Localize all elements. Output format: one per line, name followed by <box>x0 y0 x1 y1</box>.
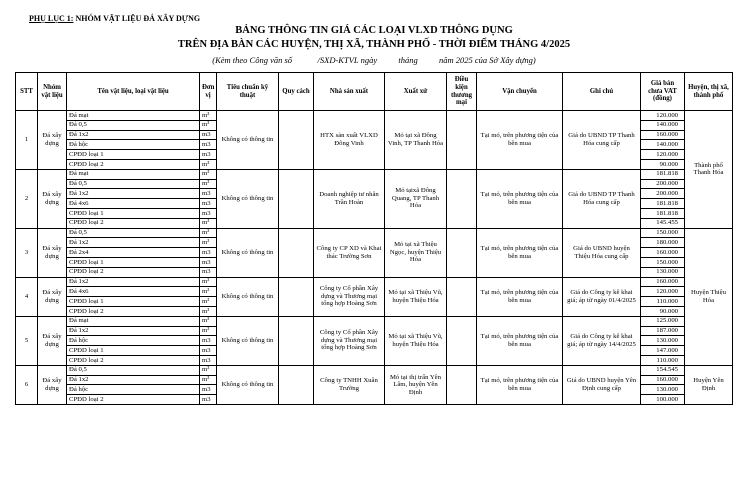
unit-cell: m3 <box>200 336 217 346</box>
stt-cell: 5 <box>16 316 38 365</box>
price-cell: 160.000 <box>641 277 685 287</box>
material-name-cell: Đá 1x2 <box>67 326 200 336</box>
price-cell: 110.000 <box>641 355 685 365</box>
unit-cell: m3 <box>200 199 217 209</box>
column-header: Ghi chú <box>563 73 641 111</box>
origin-cell: Mỏ tạixã Đông Quang, TP Thanh Hóa <box>385 169 447 228</box>
price-cell: 147.000 <box>641 346 685 356</box>
unit-cell: m³ <box>200 159 217 169</box>
price-cell: 120.000 <box>641 287 685 297</box>
material-name-cell: Đá 1x2 <box>67 375 200 385</box>
unit-cell: m³ <box>200 179 217 189</box>
material-name-cell: Đá mạt <box>67 111 200 121</box>
price-cell: 130.000 <box>641 267 685 277</box>
material-name-cell: CPĐD loại 2 <box>67 159 200 169</box>
producer-cell: Công ty Cổ phần Xây dựng và Thương mại tổng hợp Hoàng Sơn <box>314 316 385 365</box>
unit-cell: m³ <box>200 228 217 238</box>
material-name-cell: Đá 4x6 <box>67 287 200 297</box>
price-cell: 120.000 <box>641 150 685 160</box>
material-name-cell: Đá hộc <box>67 336 200 346</box>
price-cell: 145.455 <box>641 218 685 228</box>
spec-cell <box>279 277 314 316</box>
unit-cell: m³ <box>200 306 217 316</box>
material-name-cell: Đá 0,5 <box>67 365 200 375</box>
price-cell: 181.818 <box>641 208 685 218</box>
producer-cell: Công ty TNHH Xuân Trường <box>314 365 385 404</box>
column-header: Vận chuyển <box>477 73 563 111</box>
material-name-cell: Đá mạt <box>67 169 200 179</box>
column-header: Giá bán chưa VAT (đồng) <box>641 73 685 111</box>
unit-cell: m3 <box>200 257 217 267</box>
unit-cell: m3 <box>200 355 217 365</box>
unit-cell: m3 <box>200 189 217 199</box>
price-cell: 100.000 <box>641 395 685 405</box>
origin-cell: Mỏ tại thị trấn Yên Lâm, huyện Yên Định <box>385 365 447 404</box>
price-cell: 150.000 <box>641 257 685 267</box>
unit-cell: m3 <box>200 385 217 395</box>
unit-cell: m3 <box>200 130 217 140</box>
producer-cell: Công ty Cổ phần Xây dựng và Thương mại tổng hợp Hoàng Sơn <box>314 277 385 316</box>
transport-cell: Tại mỏ, trên phương tiện của bên mua <box>477 111 563 170</box>
subtitle-part-b: /SXD-KTVL ngày <box>317 55 378 65</box>
appendix-label <box>29 14 200 23</box>
table-row <box>16 111 733 121</box>
price-cell: 160.000 <box>641 248 685 258</box>
producer-cell: Công ty CP XD và Khai thác Trường Sơn <box>314 228 385 277</box>
price-cell: 181.818 <box>641 169 685 179</box>
note-cell: Giá do UBND TP Thanh Hóa cung cấp <box>563 111 641 170</box>
column-header: STT <box>16 73 38 111</box>
appendix-text: NHÓM VẬT LIỆU ĐÁ XÂY DỰNG <box>73 14 201 23</box>
note-cell: Giá do UBND huyện Yên Định cung cấp <box>563 365 641 404</box>
unit-cell: m³ <box>200 375 217 385</box>
unit-cell: m3 <box>200 395 217 405</box>
price-cell: 140.000 <box>641 140 685 150</box>
price-cell: 130.000 <box>641 385 685 395</box>
material-name-cell: Đá 1x2 <box>67 277 200 287</box>
origin-cell: Mỏ tại xã Đông Vinh, TP Thanh Hóa <box>385 111 447 170</box>
price-cell: 180.000 <box>641 238 685 248</box>
spec-cell <box>279 316 314 365</box>
area-cell: Huyện Yên Định <box>685 365 733 404</box>
standard-cell: Không có thông tin <box>217 277 279 316</box>
trade-terms-cell <box>447 316 477 365</box>
material-name-cell: CPĐD loại 1 <box>67 150 200 160</box>
material-name-cell: Đá 1x2 <box>67 130 200 140</box>
trade-terms-cell <box>447 111 477 170</box>
material-name-cell: Đá 1x2 <box>67 189 200 199</box>
producer-cell: HTX sản xuất VLXD Đông Vinh <box>314 111 385 170</box>
material-name-cell: Đá 0,5 <box>67 120 200 130</box>
unit-cell: m³ <box>200 316 217 326</box>
price-cell: 125.000 <box>641 316 685 326</box>
stt-cell: 1 <box>16 111 38 170</box>
trade-terms-cell <box>447 277 477 316</box>
unit-cell: m3 <box>200 140 217 150</box>
group-cell: Đá xây dựng <box>38 228 67 277</box>
standard-cell: Không có thông tin <box>217 169 279 228</box>
material-name-cell: Đá hộc <box>67 385 200 395</box>
table-header-row <box>16 73 733 111</box>
trade-terms-cell <box>447 228 477 277</box>
price-cell: 90.000 <box>641 306 685 316</box>
stt-cell: 4 <box>16 277 38 316</box>
document-subtitle <box>0 55 748 65</box>
area-cell: Huyện Thiệu Hóa <box>685 228 733 365</box>
unit-cell: m³ <box>200 218 217 228</box>
price-cell: 200.000 <box>641 179 685 189</box>
column-header: Huyện, thị xã, thành phố <box>685 73 733 111</box>
transport-cell: Tại mỏ, trên phương tiện của bên mua <box>477 316 563 365</box>
subtitle-part-c: tháng <box>398 55 418 65</box>
transport-cell: Tại mỏ, trên phương tiện của bên mua <box>477 277 563 316</box>
group-cell: Đá xây dựng <box>38 111 67 170</box>
unit-cell: m³ <box>200 297 217 307</box>
group-cell: Đá xây dựng <box>38 277 67 316</box>
price-cell: 110.000 <box>641 297 685 307</box>
unit-cell: m³ <box>200 169 217 179</box>
table-row <box>16 228 733 238</box>
origin-cell: Mỏ tại xã Thiệu Vũ, huyện Thiệu Hóa <box>385 277 447 316</box>
column-header: Quy cách <box>279 73 314 111</box>
unit-cell: m³ <box>200 277 217 287</box>
spec-cell <box>279 169 314 228</box>
material-name-cell: Đá 2x4 <box>67 248 200 258</box>
subtitle-part-d: năm 2025 của Sở Xây dựng) <box>439 55 536 65</box>
material-name-cell: CPĐD loại 1 <box>67 346 200 356</box>
stt-cell: 3 <box>16 228 38 277</box>
trade-terms-cell <box>447 169 477 228</box>
column-header: Tiêu chuẩn kỹ thuật <box>217 73 279 111</box>
group-cell: Đá xây dựng <box>38 316 67 365</box>
transport-cell: Tại mỏ, trên phương tiện của bên mua <box>477 169 563 228</box>
spec-cell <box>279 365 314 404</box>
price-cell: 150.000 <box>641 228 685 238</box>
unit-cell: m³ <box>200 238 217 248</box>
material-name-cell: CPĐD loại 2 <box>67 306 200 316</box>
price-cell: 181.818 <box>641 199 685 209</box>
spec-cell <box>279 228 314 277</box>
material-name-cell: CPĐD loại 2 <box>67 355 200 365</box>
unit-cell: m3 <box>200 150 217 160</box>
standard-cell: Không có thông tin <box>217 316 279 365</box>
price-table <box>15 72 733 405</box>
document-title-line2: TRÊN ĐỊA BÀN CÁC HUYỆN, THỊ XÃ, THÀNH PHỐ - THỜI ĐIỂM THÁNG 4/2025 <box>177 39 571 50</box>
material-name-cell: Đá hộc <box>67 140 200 150</box>
price-cell: 130.000 <box>641 336 685 346</box>
material-name-cell: CPĐD loại 2 <box>67 395 200 405</box>
unit-cell: m3 <box>200 346 217 356</box>
material-name-cell: CPĐD loại 1 <box>67 297 200 307</box>
column-header: Nhà sản xuất <box>314 73 385 111</box>
stt-cell: 6 <box>16 365 38 404</box>
trade-terms-cell <box>447 365 477 404</box>
column-header: Nhóm vật liệu <box>38 73 67 111</box>
unit-cell: m³ <box>200 287 217 297</box>
spec-cell <box>279 111 314 170</box>
unit-cell: m³ <box>200 111 217 121</box>
price-cell: 160.000 <box>641 130 685 140</box>
price-cell: 187.000 <box>641 326 685 336</box>
unit-cell: m³ <box>200 365 217 375</box>
transport-cell: Tại mỏ, trên phương tiện của bên mua <box>477 228 563 277</box>
group-cell: Đá xây dựng <box>38 169 67 228</box>
group-cell: Đá xây dựng <box>38 365 67 404</box>
material-name-cell: Đá 0,5 <box>67 228 200 238</box>
unit-cell: m3 <box>200 208 217 218</box>
standard-cell: Không có thông tin <box>217 111 279 170</box>
price-cell: 200.000 <box>641 189 685 199</box>
material-name-cell: Đá mạt <box>67 316 200 326</box>
price-cell: 90.000 <box>641 159 685 169</box>
price-cell: 160.000 <box>641 375 685 385</box>
material-name-cell: Đá 0,5 <box>67 179 200 189</box>
unit-cell: m³ <box>200 326 217 336</box>
producer-cell: Doanh nghiệp tư nhân Trần Hoàn <box>314 169 385 228</box>
table-row <box>16 316 733 326</box>
column-header: Điều kiện thương mại <box>447 73 477 111</box>
material-name-cell: Đá 4x6 <box>67 199 200 209</box>
unit-cell: m3 <box>200 248 217 258</box>
material-name-cell: Đá 1x2 <box>67 238 200 248</box>
material-name-cell: CPĐD loại 2 <box>67 267 200 277</box>
origin-cell: Mỏ tại xã Thiệu Ngọc, huyện Thiệu Hóa <box>385 228 447 277</box>
price-cell: 120.000 <box>641 111 685 121</box>
area-cell: Thành phố Thanh Hóa <box>685 111 733 229</box>
column-header: Xuất xứ <box>385 73 447 111</box>
document-title: BẢNG THÔNG TIN GIÁ CÁC LOẠI VLXD THÔNG DỤNG <box>235 25 513 36</box>
table-row <box>16 277 733 287</box>
standard-cell: Không có thông tin <box>217 228 279 277</box>
price-cell: 140.000 <box>641 120 685 130</box>
standard-cell: Không có thông tin <box>217 365 279 404</box>
table-row <box>16 169 733 179</box>
note-cell: Giá do Công ty kê khai giá; áp từ ngày 01/4/2025 <box>563 277 641 316</box>
table-row <box>16 365 733 375</box>
stt-cell: 2 <box>16 169 38 228</box>
material-name-cell: CPĐD loại 1 <box>67 257 200 267</box>
material-name-cell: CPĐD loại 1 <box>67 208 200 218</box>
note-cell: Giá do UBND TP Thanh Hóa cung cấp <box>563 169 641 228</box>
subtitle-part-a: (Kèm theo Công văn số <box>212 55 293 65</box>
appendix-number: PHỤ LỤC 1: <box>29 14 74 23</box>
unit-cell: m³ <box>200 120 217 130</box>
material-name-cell: CPĐD loại 2 <box>67 218 200 228</box>
note-cell: Giá do Công ty kê khai giá; áp từ ngày 14/4/2025 <box>563 316 641 365</box>
unit-cell: m3 <box>200 267 217 277</box>
price-cell: 154.545 <box>641 365 685 375</box>
transport-cell: Tại mỏ, trên phương tiện của bên mua <box>477 365 563 404</box>
column-header: Tên vật liệu, loại vật liệu <box>67 73 200 111</box>
origin-cell: Mỏ tại xã Thiệu Vũ, huyện Thiệu Hóa <box>385 316 447 365</box>
column-header: Đơn vị <box>200 73 217 111</box>
note-cell: Giá do UBND huyện Thiệu Hóa cung cấp <box>563 228 641 277</box>
